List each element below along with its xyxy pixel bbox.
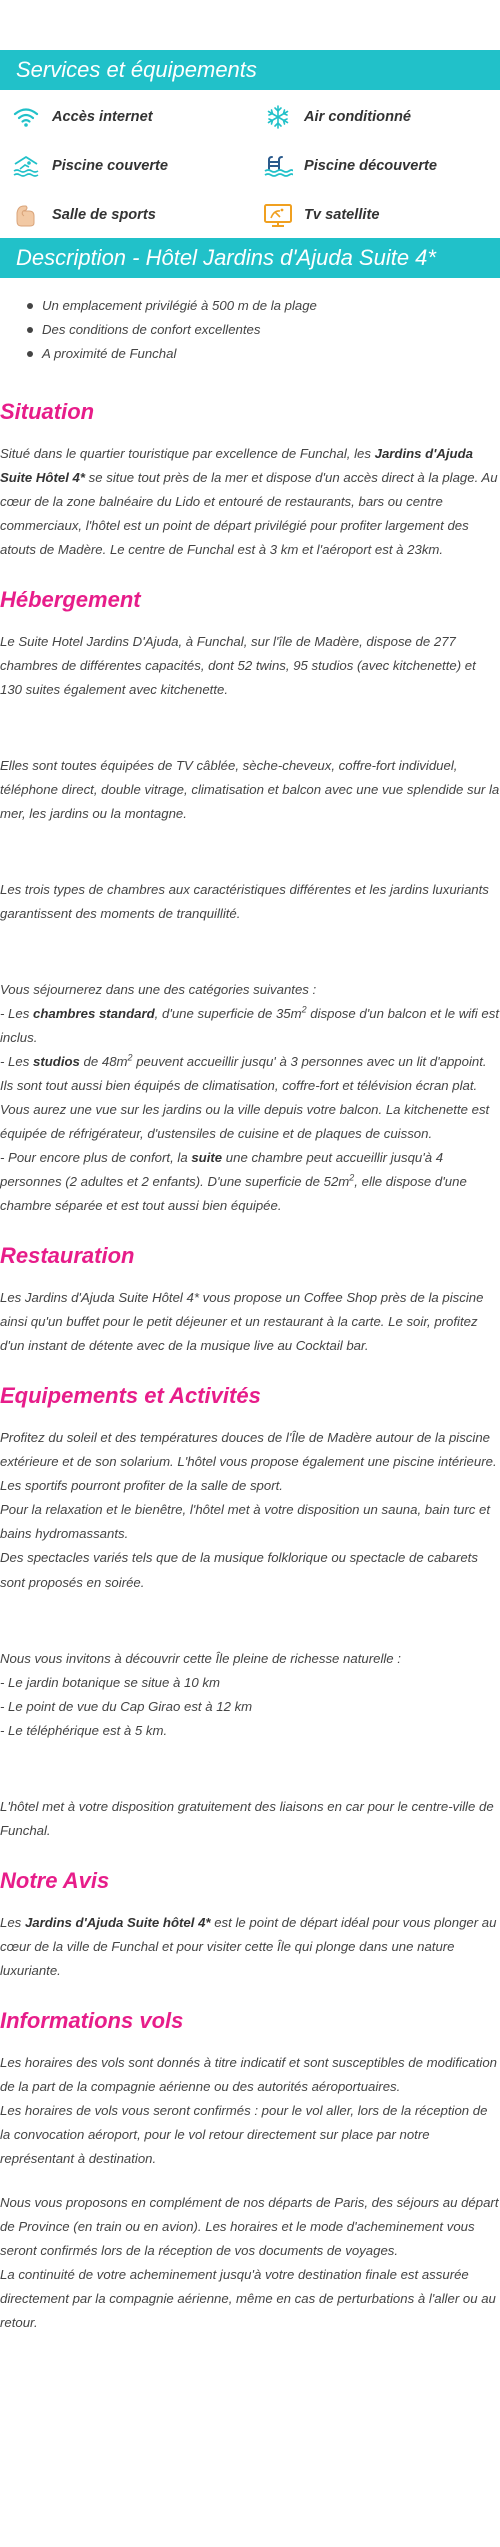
restauration-heading: Restauration: [0, 1243, 135, 1269]
hebergement-heading: Hébergement: [0, 587, 141, 613]
service-label: Piscine couverte: [52, 157, 168, 174]
description-bullets: [0, 278, 500, 374]
snowflake-icon: [262, 104, 294, 130]
equipements-line: - Le jardin botanique se situe à 10 km: [0, 1674, 220, 1690]
vols-line: La continuité de votre acheminement jusqu'à votre destination finale est assurée directement par la compagnie aérienne, même en cas de perturbations à l'aller ou au retour.: [0, 2266, 496, 2330]
vols-heading: Informations vols: [0, 2007, 184, 2033]
equipements-line: - Le téléphérique est à 5 km.: [0, 1722, 168, 1738]
service-label: Air conditionné: [304, 108, 412, 125]
indoor-pool-icon: [10, 153, 42, 179]
bullet-item: A proximité de Funchal: [42, 342, 500, 366]
situation-heading: Situation: [0, 399, 95, 424]
service-label: Tv satellite: [304, 206, 380, 223]
services-title-band: [0, 50, 500, 90]
tv-icon: [262, 202, 294, 228]
avis-text: Les Jardins d'Ajuda Suite hôtel 4* est le point de départ idéal pour vous plonger au cœur de la ville de Funchal et pour visiter cette Île qui plonge dans une nature luxuriante.: [0, 1914, 497, 1978]
equipements-heading: Equipements et Activités: [0, 1383, 261, 1409]
service-item-gym: [10, 202, 156, 228]
section-situation: [0, 398, 500, 562]
section-avis: [0, 1867, 500, 1983]
equipements-line: Nous vous invitons à découvrir cette Île pleine de richesse naturelle :: [0, 1650, 401, 1666]
hebergement-p1: Le Suite Hotel Jardins D'Ajuda, à Funchal, sur l'île de Madère, dispose de 277 chambres de différentes capacités, dont 52 twins, 95 studios (avec kitchenette) et 130 suites également avec kitchenette.: [0, 634, 476, 698]
equipements-line: Pour la relaxation et le bienêtre, l'hôtel met à votre disposition un sauna, bain turc et bains hydromassants.: [0, 1502, 491, 1542]
service-item-indoor-pool: [10, 153, 168, 179]
wifi-icon: [10, 104, 42, 130]
service-item-internet: [10, 104, 153, 130]
service-label: Piscine découverte: [304, 157, 438, 174]
hebergement-categories-intro: Vous séjournerez dans une des catégories suivantes :: [0, 982, 317, 998]
service-item-satellite-tv: [262, 202, 379, 228]
description-title-band: [0, 238, 500, 278]
vols-line: Les horaires de vols vous seront confirmés : pour le vol aller, lors de la réception de la convocation aéroport, pour le vol retour directement sur place par notre représentant à destination.: [0, 2102, 488, 2166]
vols-line: Les horaires des vols sont donnés à titre indicatif et sont susceptibles de modification de la part de la compagnie aérienne ou des autorités aéroportuaires.: [0, 2054, 498, 2094]
hebergement-p3: Les trois types de chambres aux caractéristiques différentes et les jardins luxuriants garantissent des moments de tranquillité.: [0, 882, 489, 922]
bullet-item: Un emplacement privilégié à 500 m de la plage: [42, 294, 500, 318]
section-vols: [0, 2007, 500, 2335]
service-label: Accès internet: [52, 108, 153, 125]
gym-icon: [10, 202, 42, 228]
situation-text: Situé dans le quartier touristique par excellence de Funchal, les Jardins d'Ajuda Suite Hôtel 4* se situe tout près de la mer et dispose d'un accès direct à la plage. Au cœur de la zone balnéaire du Lido et entouré de restaurants, bars ou centre commerciaux, l'hôtel est un point de départ privilégié pour profiter largement des atouts de Madère. Le centre de Funchal est à 3 km et l'aéroport est à 23km.: [0, 446, 498, 558]
hebergement-standard: - Les chambres standard, d'une superficie de $35m^2$ dispose d'un balcon et le wifi est inclus.: [0, 1004, 499, 1046]
outdoor-pool-icon: [262, 153, 294, 179]
equipements-line: Des spectacles variés tels que de la musique folklorique ou spectacle de cabarets sont proposés en soirée.: [0, 1550, 478, 1590]
restauration-text: Les Jardins d'Ajuda Suite Hôtel 4* vous propose un Coffee Shop près de la piscine ainsi qu'un buffet pour le petit déjeuner et un restaurant à la carte. Le soir, profitez d'un instant de détente avec de la musique live au Cocktail bar.: [0, 1290, 484, 1354]
service-item-air-conditioning: [262, 104, 411, 130]
equipements-line: Profitez du soleil et des températures douces de l'Île de Madère autour de la piscine extérieure et de son solarium. L'hôtel vous propose également une piscine intérieure.: [0, 1430, 497, 1470]
service-label: Salle de sports: [52, 206, 156, 223]
section-hebergement: [0, 586, 500, 1218]
description-title: Description - Hôtel Jardins d'Ajuda Suite 4*: [16, 245, 436, 270]
equipements-line: L'hôtel met à votre disposition gratuitement des liaisons en car pour le centre-ville de Funchal.: [0, 1798, 494, 1838]
service-item-outdoor-pool: [262, 153, 437, 179]
services-title: Services et équipements: [16, 57, 257, 82]
section-equipements: [0, 1382, 500, 1842]
equipements-line: Les sportifs pourront profiter de la salle de sport.: [0, 1478, 283, 1494]
bullet-item: Des conditions de confort excellentes: [42, 318, 500, 342]
hebergement-suite: - Pour encore plus de confort, la suite une chambre peut accueillir jusqu'à 4 personnes (2 adultes et 2 enfants). D'une superficie de $52m^2$, elle dispose d'une chambre séparée et est tout aussi bien équipée.: [0, 1150, 467, 1214]
hebergement-studios: - Les studios de $48m^2$ peuvent accueillir jusqu' à 3 personnes avec un lit d'appoint. Ils sont tout aussi bien équipés de climatisation, coffre-fort et télévision écran plat. Vous aurez une vue sur les jardins ou la ville depuis votre balcon. La kitchenette est équipée de réfrigérateur, d'ustensiles de cuisine et de plaques de cuisson.: [0, 1052, 490, 1142]
section-restauration: [0, 1242, 500, 1358]
equipements-line: - Le point de vue du Cap Girao est à 12 km: [0, 1698, 253, 1714]
vols-line: Nous vous proposons en complément de nos départs de Paris, des séjours au départ de Province (en train ou en avion). Les horaires et le mode d'acheminement vous seront confirmés lors de la réception de vos documents de voyages.: [0, 2194, 499, 2258]
services-grid: [0, 90, 500, 238]
avis-heading: Notre Avis: [0, 1867, 110, 1893]
hebergement-p2: Elles sont toutes équipées de TV câblée, sèche-cheveux, coffre-fort individuel, téléphone direct, double vitrage, climatisation et balcon avec une vue splendide sur la mer, les jardins ou la montagne.: [0, 758, 500, 822]
